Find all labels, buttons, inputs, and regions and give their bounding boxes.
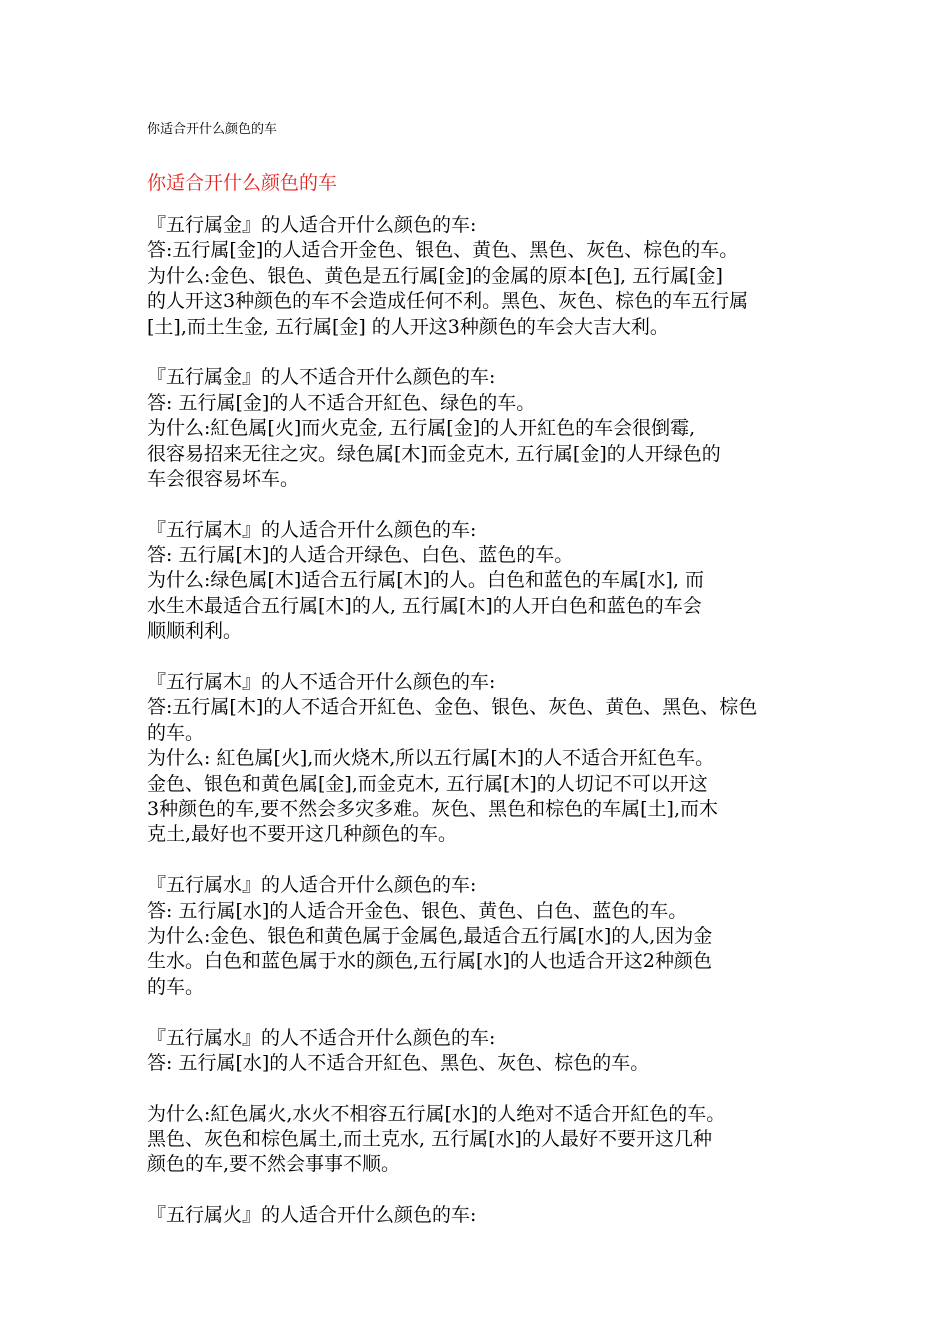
document-title: 你适合开什么颜色的车 xyxy=(147,172,338,194)
text-line: 金色、银色和黄色属[金],而金克木, 五行属[木]的人切记不可以开这 xyxy=(147,772,708,795)
text-line: 的车。 xyxy=(147,721,205,744)
text-line: 生水。白色和蓝色属于水的颜色,五行属[水]的人也适合开这2种颜色 xyxy=(147,950,712,973)
text-line: 『五行属金』的人适合开什么颜色的车: xyxy=(147,214,477,236)
paragraph-gap xyxy=(147,492,817,517)
paragraph-gap xyxy=(147,645,817,670)
text-line: 答: 五行属[金]的人不适合开紅色、绿色的车。 xyxy=(147,391,536,414)
text-line: 答: 五行属[水]的人不适合开紅色、黑色、灰色、棕色的车。 xyxy=(147,1051,650,1074)
text-line: 3种颜色的车,要不然会多灾多难。灰色、黑色和棕色的车属[土],而木 xyxy=(147,797,718,820)
text-line: 水生木最适合五行属[木]的人, 五行属[木]的人开白色和蓝色的车会 xyxy=(147,594,702,617)
text-line: 为什么:紅色属火,水火不相容五行属[水]的人绝对不适合开紅色的车。 xyxy=(147,1102,726,1125)
paragraph-gap xyxy=(147,340,817,365)
text-line: 为什么:绿色属[木]适合五行属[木]的人。白色和蓝色的车属[水], 而 xyxy=(147,569,704,592)
text-line: 颜色的车,要不然会事事不顺。 xyxy=(147,1153,401,1176)
paragraph-gap xyxy=(147,848,817,873)
text-line: 答:五行属[木]的人不适合开紅色、金色、银色、灰色、黄色、黑色、棕色 xyxy=(147,696,758,719)
text-line: 答:五行属[金]的人适合开金色、银色、黄色、黑色、灰色、棕色的车。 xyxy=(147,239,739,262)
text-line: 『五行属木』的人适合开什么颜色的车: xyxy=(147,518,477,541)
text-line: 的车。 xyxy=(147,975,205,998)
text-line: 『五行属火』的人适合开什么颜色的车: xyxy=(147,1204,477,1227)
text-line: 『五行属金』的人不适合开什么颜色的车: xyxy=(147,366,496,389)
text-line: 的人开这3种颜色的车不会造成任何不利。黑色、灰色、棕色的车五行属 xyxy=(147,290,749,313)
text-line: 答: 五行属[木]的人适合开绿色、白色、蓝色的车。 xyxy=(147,544,574,567)
text-line: 很容易招来无往之灾。绿色属[木]而金克木, 五行属[金]的人开绿色的 xyxy=(147,442,721,465)
text-line: 车会很容易坏车。 xyxy=(147,467,300,490)
text-line: 『五行属水』的人不适合开什么颜色的车: xyxy=(147,1026,496,1049)
text-line: [土],而土生金, 五行属[金] 的人开这3种颜色的车会大吉大利。 xyxy=(147,315,669,338)
paragraph-gap xyxy=(147,1076,817,1101)
text-line: 克土,最好也不要开这几种颜色的车。 xyxy=(147,823,458,846)
text-line: 『五行属水』的人适合开什么颜色的车: xyxy=(147,874,477,897)
text-line: 为什么:金色、银色和黄色属于金属色,最适合五行属[水]的人,因为金 xyxy=(147,924,713,947)
text-line: 为什么:金色、银色、黄色是五行属[金]的金属的原本[色], 五行属[金] xyxy=(147,264,723,287)
text-line: 答: 五行属[水]的人适合开金色、银色、黄色、白色、蓝色的车。 xyxy=(147,899,688,922)
page-header: 你适合开什么颜色的车 xyxy=(147,122,278,137)
text-line: 为什么: 紅色属[火],而火烧木,所以五行属[木]的人不适合开紅色车。 xyxy=(147,747,715,770)
text-line: 黑色、灰色和棕色属土,而土克水, 五行属[水]的人最好不要开这几种 xyxy=(147,1128,712,1151)
paragraph-gap xyxy=(147,1000,817,1025)
document-body xyxy=(147,213,817,1229)
text-line: 『五行属木』的人不适合开什么颜色的车: xyxy=(147,671,496,694)
paragraph-gap xyxy=(147,1178,817,1203)
text-line: 顺顺利利。 xyxy=(147,620,243,643)
text-line: 为什么:紅色属[火]而火克金, 五行属[金]的人开紅色的车会很倒霉, xyxy=(147,417,696,440)
